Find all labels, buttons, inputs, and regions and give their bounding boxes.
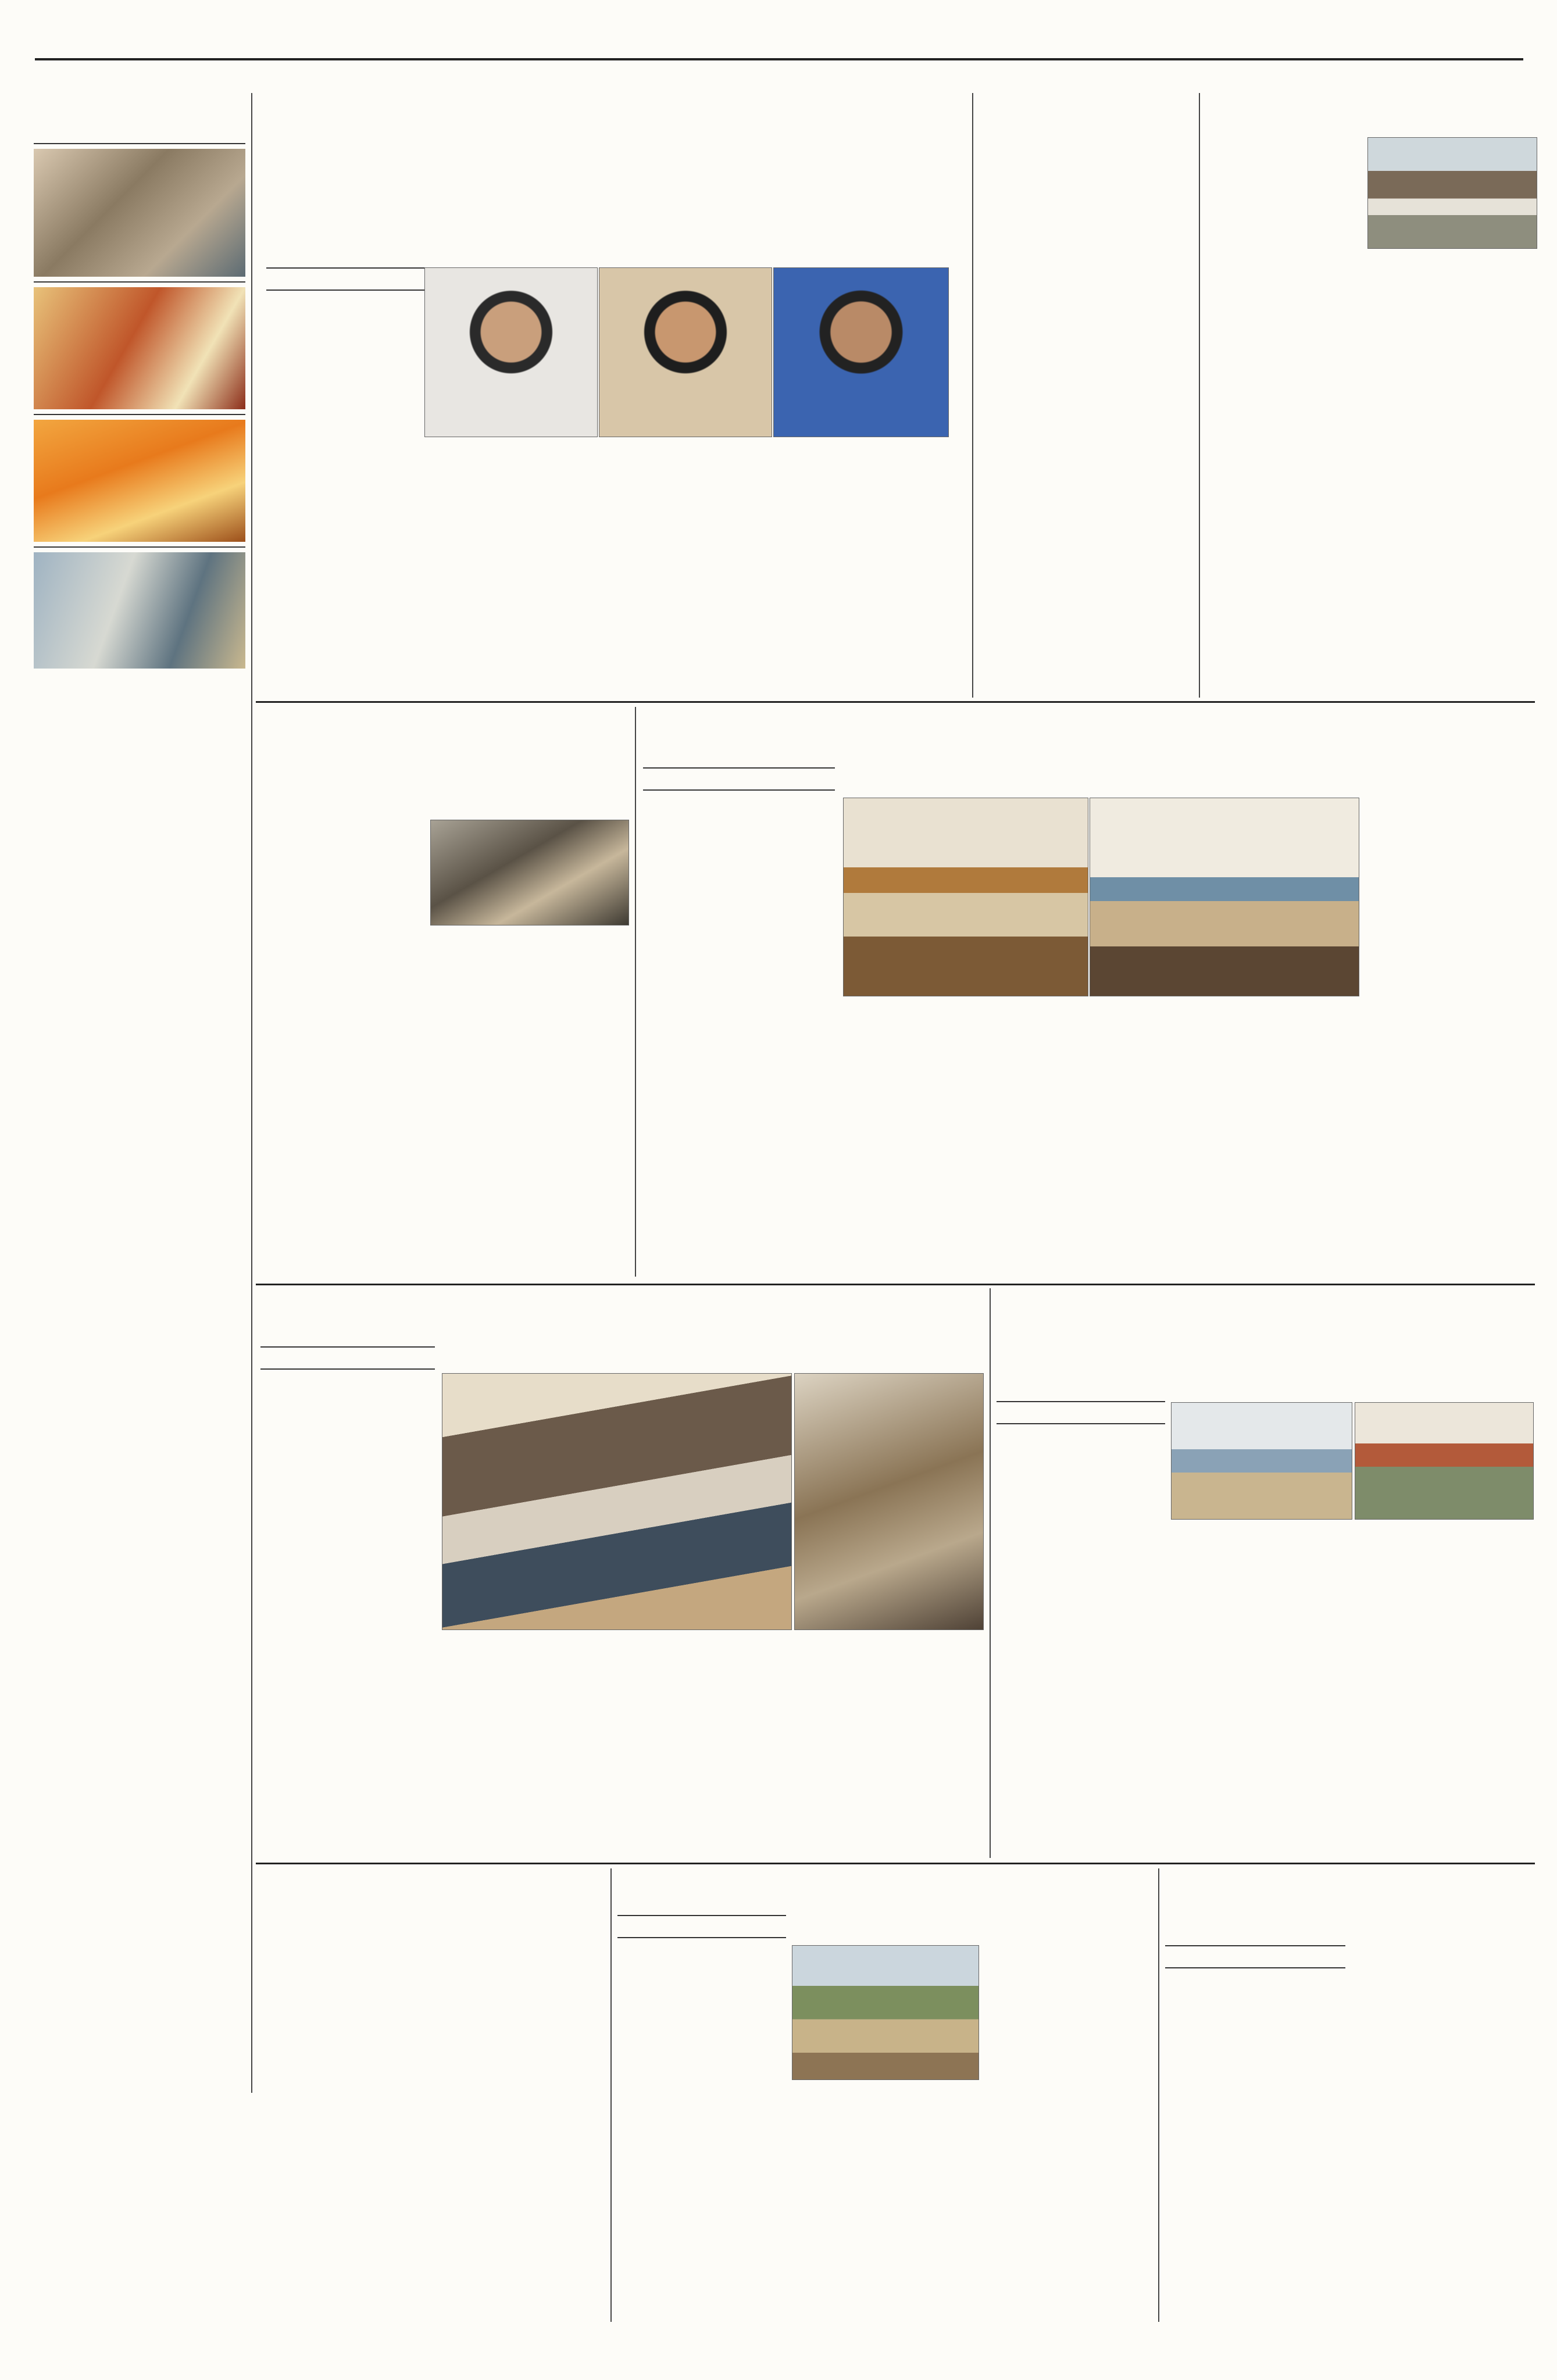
grain-body-col	[1367, 253, 1536, 698]
workshop-photo	[1171, 1402, 1352, 1520]
forest-body-col	[617, 1961, 786, 2322]
suicide-divider	[610, 1868, 612, 2322]
meeting-photo	[1090, 798, 1359, 996]
forest-byline	[617, 1915, 786, 1938]
sports-divider	[990, 1288, 991, 1858]
sports-email[interactable]	[260, 1372, 435, 1389]
pgcollege-body-col	[1355, 1523, 1533, 1859]
lead-headline	[465, 93, 965, 262]
website-link[interactable]	[314, 16, 558, 40]
brief-column	[34, 138, 245, 2092]
brief-photo	[34, 552, 245, 669]
masthead-logo	[35, 3, 314, 50]
pgcollege-body-col	[997, 1448, 1165, 1859]
portrait-photo	[599, 267, 772, 437]
sports-body-col	[797, 1634, 983, 1859]
municipal-body	[1174, 1035, 1533, 1279]
forest-photo	[792, 1945, 979, 2080]
firing-photo	[430, 820, 629, 925]
forest-subhead	[792, 1915, 1152, 1942]
municipal-subhead	[843, 1003, 1169, 1031]
municipal-subhead	[843, 766, 1355, 795]
scooty-body	[979, 192, 1193, 698]
quote-name	[1364, 960, 1533, 979]
dowry-email[interactable]	[1165, 1971, 1345, 1988]
portrait-photo	[773, 267, 949, 437]
news-brief-tag	[52, 100, 256, 133]
photo-caption	[599, 439, 771, 458]
forest-body-col	[984, 1945, 1152, 2322]
grain-protest-photo	[1367, 137, 1537, 249]
edition-title	[628, 0, 1070, 56]
photo-caption	[424, 439, 597, 458]
sports-event-photo	[442, 1373, 792, 1630]
dateline	[1198, 13, 1471, 36]
grain-headline	[1207, 95, 1533, 130]
section-rule	[256, 1863, 1535, 1864]
scooty-divider	[1199, 93, 1200, 698]
photo-caption	[773, 439, 948, 458]
scooty-headline	[979, 95, 1193, 188]
lead-side-head	[266, 102, 458, 259]
municipal-body	[643, 814, 835, 1279]
portrait-photo	[424, 267, 598, 437]
dowry-byline	[1165, 1945, 1345, 1968]
firing-headline	[224, 710, 631, 815]
sports-byline	[260, 1346, 435, 1370]
grain-body-col	[1207, 137, 1362, 698]
brief-divider	[251, 93, 252, 2093]
sports-event-photo	[794, 1373, 984, 1630]
meeting-photo	[843, 798, 1088, 996]
brief-photo	[34, 420, 245, 542]
firing-body-col	[430, 945, 628, 1279]
municipal-subhead	[1174, 1003, 1533, 1031]
brief-photo	[34, 149, 245, 277]
section-rule	[256, 701, 1535, 703]
sports-subhead	[442, 1341, 983, 1370]
firing-caption	[430, 925, 628, 943]
firing-body-col	[260, 820, 423, 1279]
sports-body-col	[442, 1634, 614, 1859]
suicide-body-col	[435, 1945, 603, 2323]
masthead-rule	[35, 58, 1523, 60]
firing-divider	[635, 707, 636, 1277]
lead-body-col	[424, 463, 593, 698]
forest-headline	[617, 1873, 1152, 1910]
page-number	[1477, 2, 1541, 49]
forest-body-col	[792, 2084, 978, 2322]
cmo-quote	[1364, 773, 1533, 959]
dowry-body-col	[1165, 1992, 1345, 2322]
forest-divider	[1158, 1868, 1159, 2322]
municipal-byline	[643, 767, 835, 791]
suicide-headline	[224, 1872, 608, 1942]
pgcollege-byline	[997, 1401, 1165, 1424]
dowry-body-col	[1351, 1945, 1533, 2322]
suicide-body-col	[260, 1945, 429, 2323]
sports-body-col	[260, 1394, 435, 1859]
workshop-photo	[1355, 1402, 1534, 1520]
pgcollege-body-col	[1171, 1523, 1351, 1859]
brief-photo	[34, 287, 245, 409]
lead-body-col	[777, 463, 966, 698]
lead-body-col	[266, 314, 419, 698]
lead-body-col	[599, 463, 771, 698]
sports-headline	[224, 1292, 983, 1338]
pgcollege-email[interactable]	[997, 1427, 1165, 1444]
forest-email[interactable]	[617, 1941, 786, 1958]
quote-role	[1364, 979, 1533, 998]
municipal-body	[843, 1035, 1169, 1279]
section-rule	[256, 1284, 1535, 1285]
dowry-headline	[1165, 1872, 1533, 1942]
municipal-headline	[643, 710, 1533, 763]
lead-divider	[972, 93, 973, 698]
municipal-email[interactable]	[643, 793, 835, 810]
pgcollege-headline	[997, 1292, 1534, 1396]
sports-body-col	[619, 1634, 791, 1859]
